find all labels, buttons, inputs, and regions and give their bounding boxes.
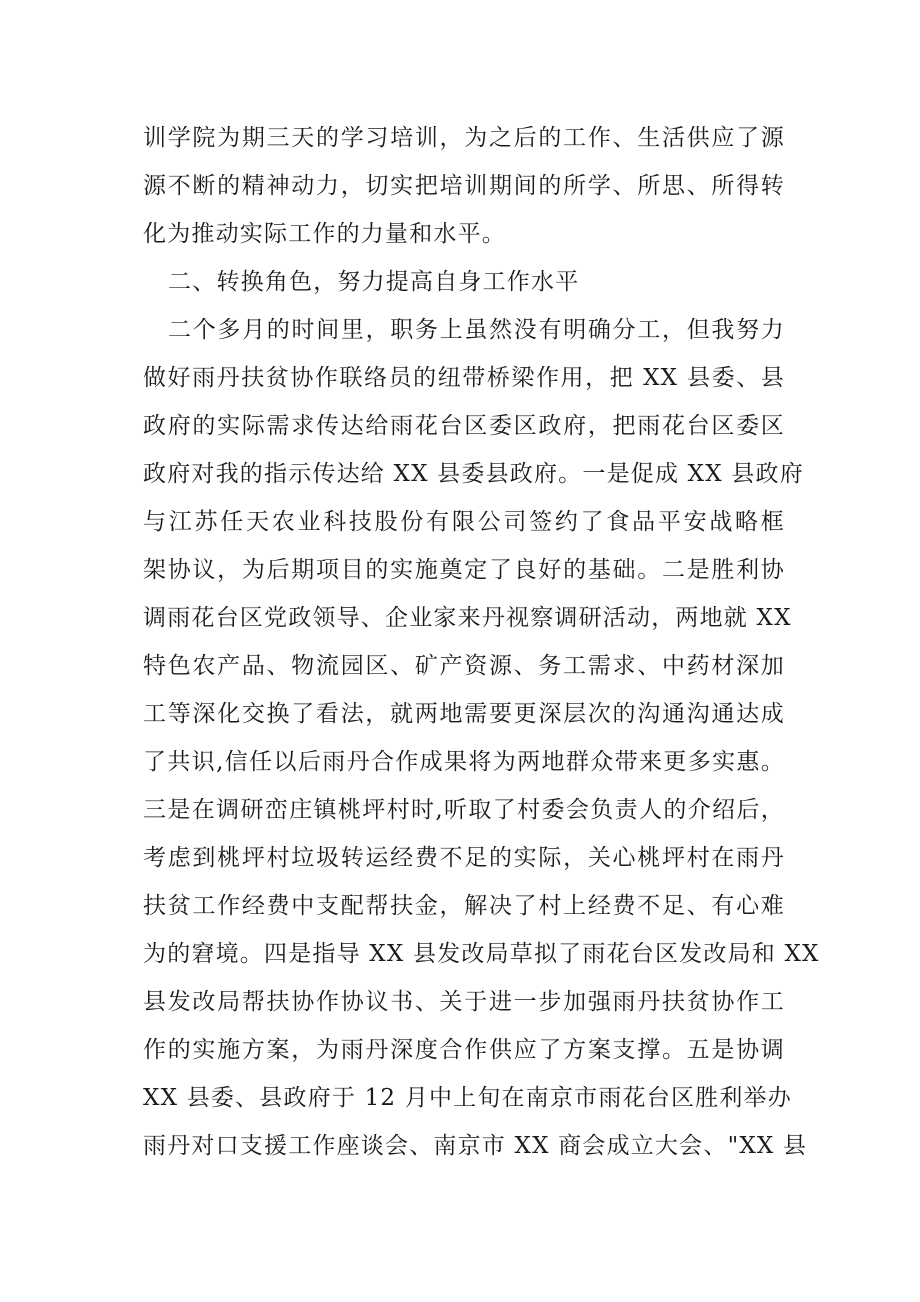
text-line: XX 县委、县政府于 12 月中上旬在南京市雨花台区胜利举办	[143, 1085, 792, 1111]
text-line: 了共识,信任以后雨丹合作成果将为两地群众带来更多实惠。	[143, 749, 785, 775]
text-line: 调雨花台区党政领导、企业家来丹视察调研活动，两地就 XX	[143, 605, 792, 631]
text-line: 扶贫工作经费中支配帮扶金，解决了村上经费不足、有心难	[143, 893, 785, 919]
text-line: 训学院为期三天的学习培训，为之后的工作、生活供应了源	[143, 125, 785, 151]
text-line: 源不断的精神动力，切实把培训期间的所学、所思、所得转	[143, 173, 785, 199]
text-line: 县发改局帮扶协作协议书、关于进一步加强雨丹扶贫协作工	[143, 989, 785, 1015]
text-line: 政府的实际需求传达给雨花台区委区政府，把雨花台区委区	[143, 413, 785, 439]
text-line: 做好雨丹扶贫协作联络员的纽带桥梁作用，把 XX 县委、县	[143, 365, 785, 391]
text-line: 雨丹对口支援工作座谈会、南京市 XX 商会成立大会、"XX 县	[143, 1133, 808, 1159]
text-line: 政府对我的指示传达给 XX 县委县政府。一是促成 XX 县政府	[143, 461, 804, 487]
paragraph-body	[143, 306, 820, 1170]
text-line: 化为推动实际工作的力量和水平。	[143, 221, 506, 247]
text-line: 架协议，为后期项目的实施奠定了良好的基础。二是胜利协	[143, 557, 785, 583]
text-line: 工等深化交换了看法，就两地需要更深层次的沟通沟通达成	[143, 701, 785, 727]
text-line: 作的实施方案，为雨丹深度合作供应了方案支撑。五是协调	[143, 1037, 785, 1063]
text-line: 三是在调研峦庄镇桃坪村时,听取了村委会负责人的介绍后，	[143, 797, 785, 823]
text-line: 二个多月的时间里，职务上虽然没有明确分工，但我努力	[168, 317, 785, 343]
text-line: 为的窘境。四是指导 XX 县发改局草拟了雨花台区发改局和 XX	[143, 941, 820, 967]
paragraph-continuation	[143, 114, 785, 258]
text-line: 特色农产品、物流园区、矿产资源、务工需求、中药材深加	[143, 653, 785, 679]
section-heading: 二、转换角色，努力提高自身工作水平	[168, 269, 580, 295]
text-line: 考虑到桃坪村垃圾转运经费不足的实际，关心桃坪村在雨丹	[143, 845, 785, 871]
text-line: 与江苏任天农业科技股份有限公司签约了食品平安战略框	[143, 509, 785, 535]
document-body	[143, 114, 820, 1170]
